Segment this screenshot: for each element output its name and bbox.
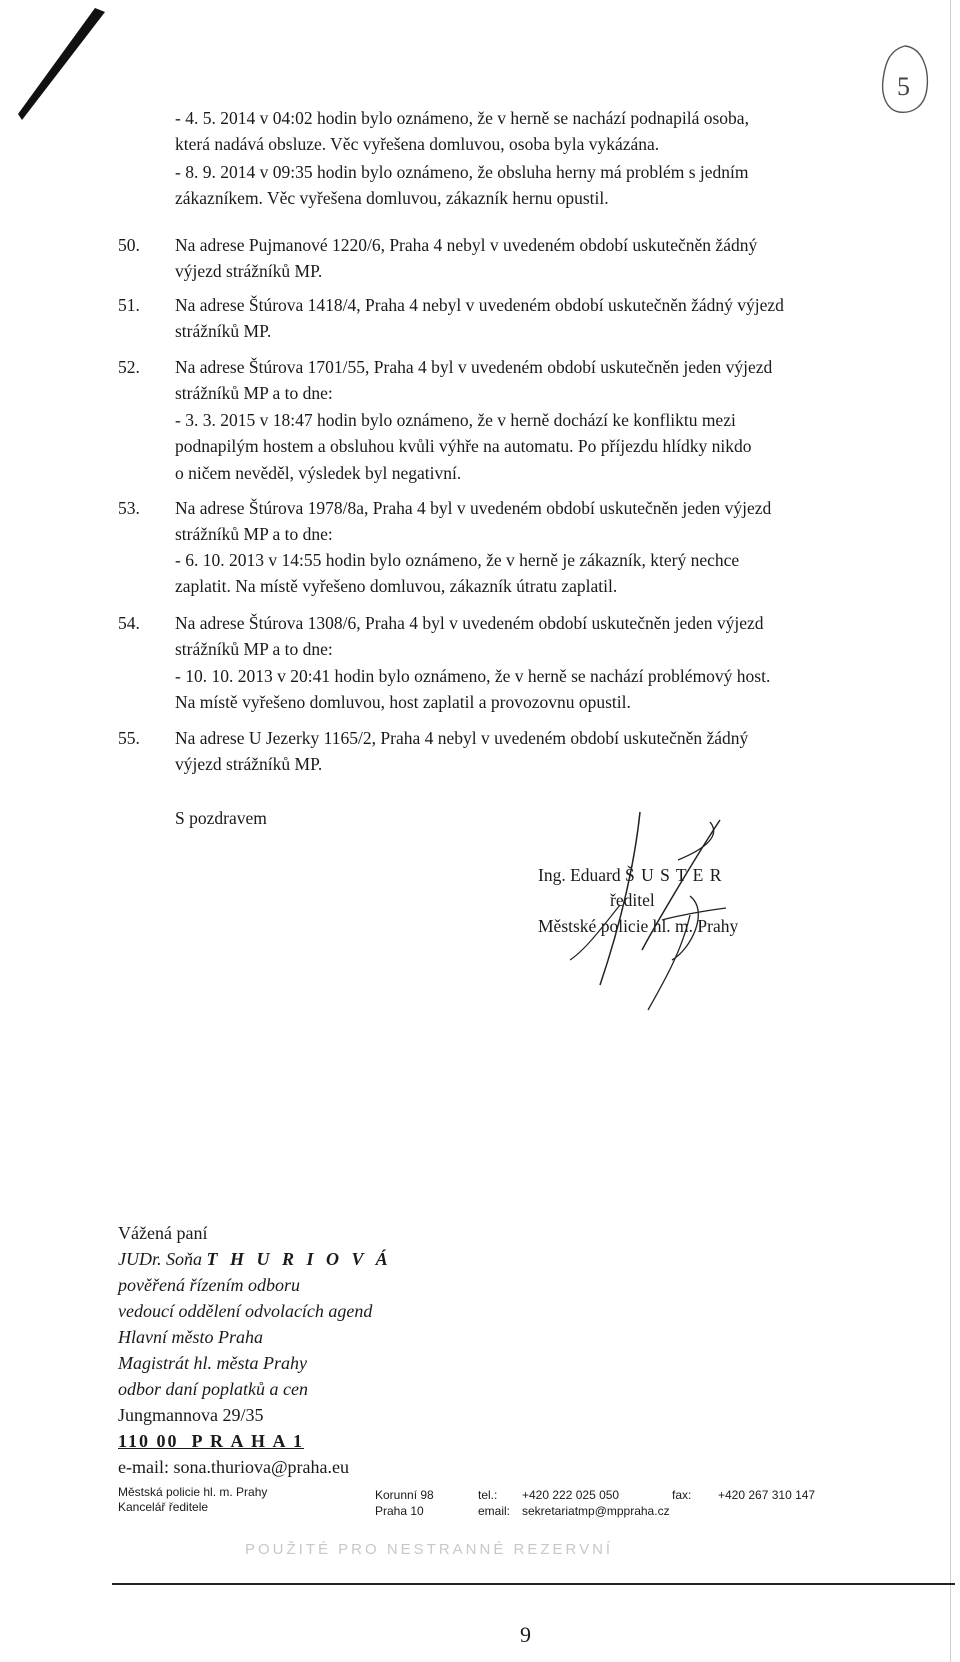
recipient-line: vedoucí oddělení odvolacích agend [118,1301,373,1321]
item-line: Na adrese Štúrova 1701/55, Praha 4 byl v uvedeném období uskutečněn jeden výjezd [175,357,773,377]
item-line: - 10. 10. 2013 v 20:41 hodin bylo oznámeno, že v herně se nachází problémový host. [175,666,771,686]
signature-name-prefix: Ing. Eduard [538,865,621,885]
item-number: 55. [118,728,140,748]
item-line: - 3. 3. 2015 v 18:47 hodin bylo oznámeno, že v herně dochází ke konfliktu mezi [175,410,736,430]
recipient-salutation: Vážená paní [118,1223,208,1243]
item-number: 51. [118,295,140,315]
item-line: o ničem nevěděl, výsledek byl negativní. [175,463,462,483]
item-number: 50. [118,235,140,255]
item-line: strážníků MP a to dne: [175,383,333,403]
recipient-name-prefix: JUDr. Soňa [118,1249,202,1269]
recipient-line: pověřená řízením odboru [118,1275,300,1295]
right-edge-line [950,0,951,1662]
item-line: výjezd strážníků MP. [175,754,323,774]
item-number: 54. [118,613,140,633]
item-line: Na adrese Pujmanové 1220/6, Praha 4 nebyl v uvedeném období uskutečněn žádný [175,235,758,255]
item-line: Na adrese Štúrova 1418/4, Praha 4 nebyl v uvedeném období uskutečněn žádný výjezd [175,295,784,315]
footer-email-value: sekretariatmp@mppraha.cz [522,1504,670,1518]
footer-fax-value: +420 267 310 147 [718,1488,816,1502]
intro-line: - 4. 5. 2014 v 04:02 hodin bylo oznámeno, že v herně se nachází podnapilá osoba, [175,108,749,128]
intro-line: která nadává obsluze. Věc vyřešena domluvou, osoba byla vykázána. [175,134,660,154]
recipient-surname: T H U R I O V Á [206,1249,392,1269]
item-number: 53. [118,498,140,518]
item-line: - 6. 10. 2013 v 14:55 hodin bylo oznámeno, že v herně je zákazník, který nechce [175,550,740,570]
recipient-street: Jungmannova 29/35 [118,1405,264,1425]
item-line: výjezd strážníků MP. [175,261,323,281]
intro-line: zákazníkem. Věc vyřešena domluvou, zákazník hernu opustil. [175,188,609,208]
intro-line: - 8. 9. 2014 v 09:35 hodin bylo oznámeno, že obsluha herny má problém s jedním [175,162,749,182]
footer-addr-line2: Praha 10 [375,1504,424,1518]
footer-faded-watermark: POUŽITÉ PRO NESTRANNÉ REZERVNÍ [245,1541,614,1558]
footer-email-label: email: [478,1504,511,1518]
item-line: strážníků MP a to dne: [175,524,333,544]
footer-fax-label: fax: [672,1488,692,1502]
item-line: Na místě vyřešeno domluvou, host zaplatil a provozovnu opustil. [175,692,631,712]
signature-role: ředitel [610,890,655,910]
item-line: zaplatit. Na místě vyřešeno domluvou, zákazník útratu zaplatil. [175,576,618,596]
handwritten-number-stamp [875,40,935,120]
signature-org: Městské policie hl. m. Prahy [538,916,739,936]
stamp-mark-text: 5 [897,72,910,101]
footer-rule [112,1583,955,1585]
item-line: Na adrese Štúrova 1978/8a, Praha 4 byl v uvedeném období uskutečněn jeden výjezd [175,498,772,518]
footer-org-line1: Městská policie hl. m. Prahy [118,1485,268,1499]
recipient-name [118,1246,392,1272]
footer-org-line2: Kancelář ředitele [118,1500,209,1514]
recipient-city: 110 00 P R A H A 1 [118,1431,305,1451]
signature-surname: Š U S T E R [625,865,723,885]
item-line: Na adrese U Jezerky 1165/2, Praha 4 nebyl v uvedeném období uskutečněn žádný [175,728,749,748]
footer-tel-value: +420 222 025 050 [522,1488,620,1502]
page-number: 9 [520,1622,531,1647]
item-line: podnapilým hostem a obsluhou kvůli výhře na automatu. Po příjezdu hlídky nikdo [175,436,752,456]
scan-corner-mark [0,0,120,130]
footer-tel-label: tel.: [478,1488,498,1502]
handwritten-signature [540,800,770,1020]
footer-addr-line1: Korunní 98 [375,1488,434,1502]
item-line: strážníků MP a to dne: [175,639,333,659]
item-number: 52. [118,357,140,377]
item-line: strážníků MP. [175,321,272,341]
recipient-line: Hlavní město Praha [118,1327,263,1347]
recipient-line: odbor daní poplatků a cen [118,1379,308,1399]
recipient-line: Magistrát hl. města Prahy [118,1353,307,1373]
recipient-email: e-mail: sona.thuriova@praha.eu [118,1457,349,1477]
closing-text: S pozdravem [175,808,267,828]
item-line: Na adrese Štúrova 1308/6, Praha 4 byl v uvedeném období uskutečněn jeden výjezd [175,613,764,633]
